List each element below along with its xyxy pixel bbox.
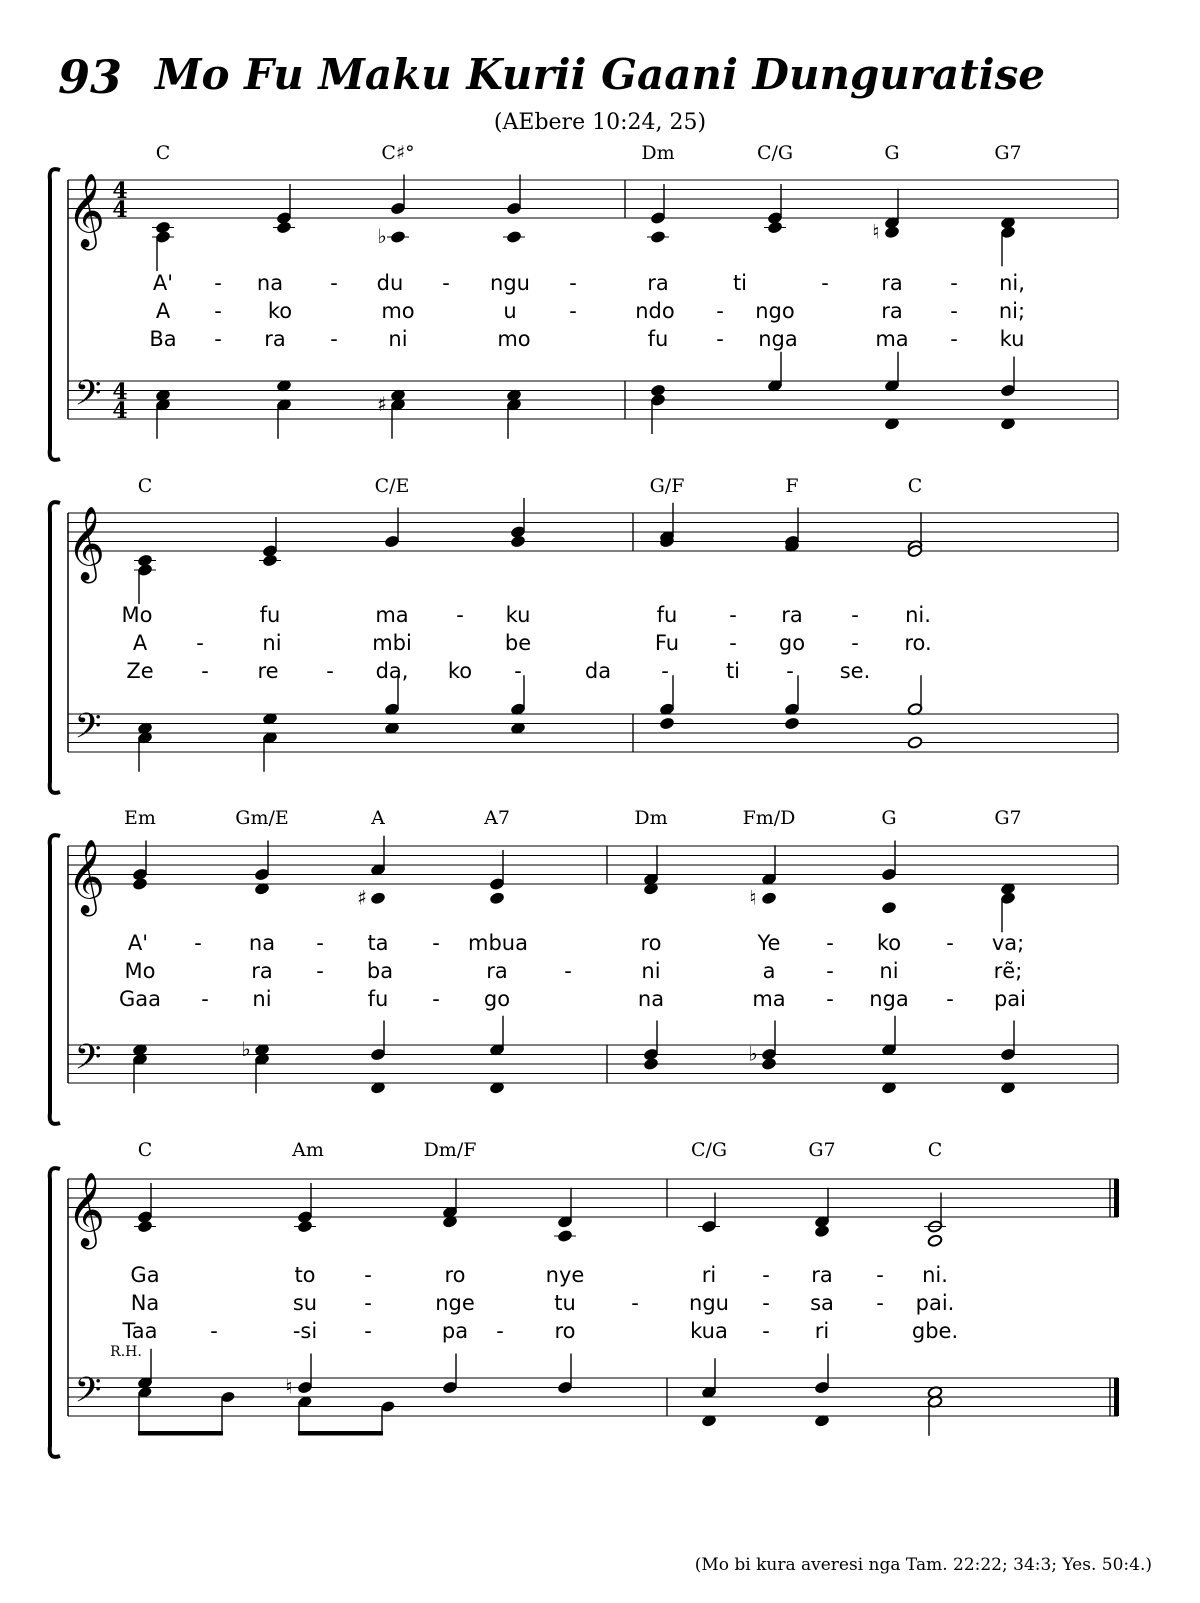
lyric-hyphen: - — [826, 959, 834, 983]
chord-symbol: Em — [124, 807, 156, 829]
notehead — [884, 226, 899, 239]
lyric-hyphen: - — [821, 271, 829, 295]
bass-note — [442, 1354, 457, 1395]
lyric-hyphen: - — [432, 987, 440, 1011]
lyric-hyphen: - — [201, 659, 209, 683]
bass-note — [907, 675, 922, 749]
lyric-syllable: ma — [875, 327, 909, 351]
notehead — [761, 1057, 776, 1070]
bass-note — [748, 1021, 776, 1071]
system-bracket — [50, 169, 60, 460]
chord-symbol: C/G — [690, 1139, 728, 1161]
notehead — [784, 717, 799, 730]
treble-note — [1000, 216, 1015, 266]
treble-note — [554, 1188, 576, 1243]
treble-note — [510, 498, 525, 548]
bass-staff — [68, 706, 1118, 755]
treble-staff — [67, 507, 1118, 584]
lyric-syllable: na — [256, 271, 284, 295]
lyric-syllable: pai — [993, 987, 1027, 1011]
chord-symbol: Dm — [641, 142, 675, 164]
time-signature-top: 4 — [112, 379, 128, 405]
treble-clef-icon: 𝄞 — [67, 840, 105, 914]
lyric-syllable: Ga — [130, 1263, 160, 1287]
treble-note — [698, 1193, 720, 1234]
bass-note — [384, 675, 399, 735]
bass-clef-icon: 𝄢 — [74, 1369, 102, 1419]
lyric-syllable: ba — [366, 959, 394, 983]
bass-clef-icon: 𝄢 — [74, 705, 102, 755]
bass-note — [767, 352, 782, 393]
lyric-syllable: ra — [264, 327, 286, 351]
accidental-icon: ♮ — [749, 885, 757, 910]
accidental-icon: ♮ — [285, 1374, 293, 1399]
bass-note — [701, 1358, 716, 1427]
lyric-syllable: ro. — [904, 631, 932, 655]
lyric-syllable: tu — [554, 1291, 576, 1315]
bass-note — [137, 722, 152, 772]
bass-staff — [68, 1037, 1118, 1086]
scripture-reference: (AEbere 10:24, 25) — [493, 110, 707, 135]
lyric-hyphen: - — [364, 1263, 372, 1287]
lyric-verse-1 — [130, 1263, 947, 1287]
chord-symbol: G — [884, 142, 900, 164]
accidental-icon: ♭ — [377, 224, 387, 248]
treble-note — [294, 1183, 316, 1233]
lyric-syllable: ra — [781, 603, 803, 627]
treble-note — [377, 175, 409, 249]
treble-note — [872, 189, 899, 244]
lyric-syllable: nga — [758, 327, 798, 351]
lyric-hyphen: - — [851, 631, 859, 655]
bass-note — [784, 675, 799, 730]
system-4 — [50, 1139, 1119, 1457]
accidental-icon: ♭ — [241, 1036, 251, 1061]
system-1 — [50, 142, 1118, 460]
lyric-verse-3 — [119, 987, 1026, 1011]
lyric-syllable: ra — [881, 299, 903, 323]
lyric-hyphen: - — [326, 659, 334, 683]
lyric-hyphen: - — [762, 1291, 770, 1315]
lyric-hyphen: - — [729, 603, 737, 627]
lyric-syllable: fu — [367, 987, 389, 1011]
lyric-syllable: nga — [869, 987, 909, 1011]
lyric-syllable: to — [294, 1263, 316, 1287]
treble-note — [259, 517, 281, 567]
system-2 — [50, 475, 1118, 793]
beam — [298, 1431, 383, 1436]
bass-note — [285, 1354, 312, 1399]
lyric-verse-2 — [125, 959, 1023, 983]
lyric-hyphen: - — [330, 327, 338, 351]
lyric-syllable: pa — [441, 1319, 469, 1343]
beam — [138, 1431, 223, 1436]
lyric-syllable: su — [292, 1291, 318, 1315]
lyric-syllable: ni — [252, 987, 272, 1011]
notehead — [814, 1225, 829, 1238]
lyric-verse-2 — [131, 1291, 955, 1315]
lyric-syllable: ni. — [905, 603, 931, 627]
lyric-hyphen: - — [716, 299, 724, 323]
notehead — [643, 1057, 658, 1070]
treble-staff — [67, 174, 1118, 251]
lyric-hyphen: - — [364, 1319, 372, 1343]
lyric-syllable: A' — [127, 931, 149, 955]
lyric-syllable: ti — [732, 271, 748, 295]
system-bracket — [50, 502, 60, 793]
lyric-hyphen: - — [569, 299, 577, 323]
lyric-syllable: rẽ; — [993, 959, 1023, 983]
treble-note — [134, 1183, 156, 1233]
beamed-eighths — [297, 1395, 395, 1435]
lyric-verse-3 — [149, 327, 1024, 351]
accidental-icon: ♭ — [748, 1041, 758, 1066]
treble-note — [134, 554, 156, 604]
lyric-hyphen: - — [569, 271, 577, 295]
lyric-hyphen: - — [950, 299, 958, 323]
treble-note — [503, 175, 525, 244]
system-bracket — [50, 835, 60, 1124]
lyric-syllable: ni — [388, 327, 408, 351]
lyric-syllable: se. — [839, 659, 871, 683]
lyric-syllable: -si — [292, 1319, 318, 1343]
lyric-hyphen: - — [950, 327, 958, 351]
footnote: (Mo bi kura averesi nga Tam. 22:22; 34:3; Yes. 50:4.) — [694, 1555, 1152, 1575]
bass-note — [927, 1386, 942, 1436]
treble-note — [814, 1188, 829, 1238]
notehead — [132, 877, 147, 890]
lyric-syllable: ku — [999, 327, 1025, 351]
lyric-syllable: ngo — [755, 299, 795, 323]
lyric-syllable: va; — [991, 931, 1025, 955]
lyric-syllable: fu — [647, 327, 669, 351]
accidental-icon: ♯ — [377, 391, 387, 416]
lyric-hyphen: - — [786, 659, 794, 683]
lyric-syllable: na — [637, 987, 665, 1011]
lyric-syllable: fu — [259, 603, 281, 627]
lyric-syllable: Gaa — [118, 987, 162, 1011]
lyric-syllable: Taa — [122, 1319, 158, 1343]
lyric-hyphen: - — [330, 271, 338, 295]
lyric-hyphen: - — [364, 1291, 372, 1315]
lyric-syllable: ro — [554, 1319, 576, 1343]
lyric-syllable: ra — [881, 271, 903, 295]
lyric-syllable: ni — [879, 959, 899, 983]
lyric-syllable: Mo — [124, 959, 156, 983]
treble-clef-icon: 𝄞 — [67, 1173, 105, 1247]
chord-symbol: G7 — [994, 142, 1022, 164]
treble-clef-icon: 𝄞 — [67, 507, 105, 581]
chord-symbol: Gm/E — [235, 807, 289, 829]
final-barline-thick — [1114, 1179, 1119, 1217]
lyric-hyphen: - — [201, 987, 209, 1011]
lyric-hyphen: - — [214, 299, 222, 323]
lyric-syllable: A — [132, 631, 148, 655]
notehead — [881, 901, 896, 914]
lyric-hyphen: - — [214, 271, 222, 295]
chord-symbol: F — [785, 475, 799, 497]
lyric-hyphen: - — [950, 271, 958, 295]
lyric-hyphen: - — [210, 1319, 218, 1343]
lyric-syllable: nye — [545, 1263, 585, 1287]
lyric-verse-1 — [122, 603, 931, 627]
lyric-syllable: Ba — [149, 327, 177, 351]
lyric-syllable: Mo — [121, 603, 153, 627]
beamed-eighths — [137, 1386, 235, 1436]
notehead — [659, 717, 674, 730]
bass-note — [155, 389, 170, 439]
chord-symbol: Dm/F — [423, 1139, 477, 1161]
treble-note — [647, 184, 669, 244]
hymn-title: Mo Fu Maku Kurii Gaani Dunguratise — [155, 50, 1045, 99]
chord-symbol: A7 — [484, 807, 510, 829]
system-3 — [50, 807, 1118, 1124]
treble-note — [1000, 882, 1015, 932]
lyric-syllable: ri — [701, 1263, 717, 1287]
lyric-syllable: kua — [690, 1319, 728, 1343]
bass-note — [262, 712, 277, 772]
lyric-syllable: go — [483, 987, 511, 1011]
lyric-syllable: ko — [267, 299, 293, 323]
treble-staff — [67, 1173, 1119, 1250]
treble-note — [273, 184, 295, 234]
lyric-syllable: Ze — [126, 659, 154, 683]
lyric-hyphen: - — [564, 959, 572, 983]
lyric-syllable: ni. — [922, 1263, 948, 1287]
chord-symbol: C — [907, 475, 923, 497]
lyric-hyphen: - — [946, 987, 954, 1011]
bass-clef-icon: 𝄢 — [74, 372, 102, 422]
lyric-syllable: ra — [647, 271, 669, 295]
treble-clef-icon: 𝄞 — [67, 174, 105, 248]
lyric-hyphen: - — [851, 603, 859, 627]
treble-note — [749, 845, 776, 909]
treble-note — [764, 184, 786, 234]
chord-symbol: G — [881, 807, 897, 829]
bass-note — [377, 389, 406, 439]
chord-symbol: G7 — [808, 1139, 836, 1161]
bass-note — [506, 389, 521, 439]
lyric-verse-1 — [153, 271, 1025, 295]
lyric-verse-1 — [128, 931, 1024, 955]
lyric-syllable: mo — [381, 299, 415, 323]
lyric-verse-2 — [156, 299, 1025, 323]
lyric-hyphen: - — [826, 931, 834, 955]
lyric-syllable: mo — [497, 327, 531, 351]
treble-note — [357, 836, 386, 910]
lyric-syllable: ni — [262, 631, 282, 655]
lyric-syllable: ngu — [490, 271, 530, 295]
chord-symbol: Am — [292, 1139, 324, 1161]
treble-note — [489, 850, 504, 905]
lyric-syllable: ndo — [635, 299, 675, 323]
lyric-syllable: da — [584, 659, 612, 683]
chord-symbol: A — [371, 807, 385, 829]
lyric-syllable: Na — [130, 1291, 160, 1315]
bass-note — [510, 675, 525, 735]
lyric-syllable: A — [155, 299, 171, 323]
lyric-syllable: be — [504, 631, 532, 655]
lyric-syllable: gbe. — [911, 1319, 959, 1343]
notehead — [510, 535, 525, 548]
bass-staff — [68, 373, 1118, 425]
lyric-hyphen: - — [496, 1319, 504, 1343]
lyric-syllable: Fu — [654, 631, 680, 655]
chord-symbol: C — [155, 142, 171, 164]
lyric-hyphen: - — [194, 931, 202, 955]
lyric-hyphen: - — [762, 1319, 770, 1343]
chord-symbol: G7 — [994, 807, 1022, 829]
treble-note — [132, 841, 147, 891]
lyric-syllable: sa — [810, 1291, 834, 1315]
bass-note — [650, 384, 665, 434]
lyric-syllable: ti — [725, 659, 741, 683]
treble-note — [924, 1193, 946, 1248]
lyric-hyphen: - — [316, 931, 324, 955]
rh-label: R.H. — [110, 1344, 142, 1360]
lyric-syllable: du — [376, 271, 404, 295]
lyric-hyphen: - — [432, 931, 440, 955]
lyric-hyphen: - — [196, 631, 204, 655]
treble-note — [254, 841, 269, 896]
notehead — [761, 892, 776, 905]
lyric-syllable: ri — [814, 1319, 830, 1343]
lyric-hyphen: - — [876, 1263, 884, 1287]
lyric-verse-3 — [121, 1319, 958, 1343]
lyric-syllable: ma — [752, 987, 786, 1011]
chord-symbol: C — [137, 475, 153, 497]
lyric-hyphen: - — [826, 987, 834, 1011]
chord-symbol: Dm — [634, 807, 668, 829]
chord-symbol: C — [927, 1139, 943, 1161]
lyric-hyphen: - — [456, 603, 464, 627]
lyric-syllable: ku — [505, 603, 531, 627]
lyric-syllable: mbi — [372, 631, 412, 655]
chord-symbol: C♯° — [381, 142, 415, 164]
lyric-syllable: ro — [444, 1263, 466, 1287]
notehead — [907, 736, 922, 749]
lyric-hyphen: - — [514, 659, 522, 683]
treble-note — [384, 508, 399, 549]
chord-symbol: C/G — [756, 142, 794, 164]
lyric-syllable: ra — [811, 1263, 833, 1287]
lyric-verse-2 — [133, 631, 932, 655]
lyric-hyphen: - — [214, 327, 222, 351]
lyric-syllable: ni, — [999, 271, 1025, 295]
treble-note — [152, 221, 174, 271]
lyric-syllable: re — [257, 659, 279, 683]
lyric-syllable: ni — [641, 959, 661, 983]
bass-clef-icon: 𝄢 — [74, 1036, 102, 1086]
notehead — [370, 892, 385, 905]
lyric-hyphen: - — [316, 959, 324, 983]
lyric-syllable: ta — [367, 931, 389, 955]
lyric-syllable: pai. — [915, 1291, 955, 1315]
lyric-hyphen: - — [661, 659, 669, 683]
lyric-syllable: ko — [876, 931, 902, 955]
time-signature-top: 4 — [112, 178, 128, 204]
lyric-hyphen: - — [631, 1291, 639, 1315]
lyric-syllable: mbua — [468, 931, 528, 955]
treble-staff — [67, 840, 1118, 917]
lyric-syllable: ra — [486, 959, 508, 983]
treble-note — [643, 845, 658, 895]
lyric-hyphen: - — [762, 1263, 770, 1287]
lyric-syllable: ni; — [998, 299, 1026, 323]
lyric-hyphen: - — [876, 1291, 884, 1315]
accidental-icon: ♯ — [357, 885, 367, 910]
lyric-syllable: nge — [435, 1291, 475, 1315]
final-barline-thick — [1114, 1378, 1119, 1416]
treble-note — [907, 512, 922, 557]
treble-note — [784, 508, 799, 553]
lyric-syllable: go — [778, 631, 806, 655]
chord-symbol: G/F — [649, 475, 685, 497]
bass-note — [557, 1354, 572, 1395]
lyric-syllable: ngu — [689, 1291, 729, 1315]
lyric-syllable: A' — [152, 271, 174, 295]
hymn-number: 93 — [58, 50, 123, 104]
treble-note — [881, 841, 896, 915]
bass-note — [132, 1043, 147, 1093]
lyric-verse-3 — [126, 659, 870, 683]
bass-note — [643, 1021, 658, 1071]
lyric-syllable: na — [248, 931, 276, 955]
lyric-syllable: ro — [640, 931, 662, 955]
treble-note — [442, 1178, 457, 1228]
lyric-syllable: fu — [656, 603, 678, 627]
lyric-syllable: da, — [375, 659, 409, 683]
accidental-icon: ♮ — [872, 219, 880, 244]
chord-symbol: C — [137, 1139, 153, 1161]
notehead — [927, 1234, 942, 1247]
lyric-hyphen: - — [729, 631, 737, 655]
lyric-hyphen: - — [946, 931, 954, 955]
lyric-syllable: ma — [375, 603, 409, 627]
treble-note — [659, 503, 674, 548]
bass-note — [659, 675, 674, 730]
notehead — [489, 892, 504, 905]
lyric-syllable: Ye — [757, 931, 781, 955]
chord-symbol: C/E — [374, 475, 410, 497]
lyric-syllable: u — [503, 299, 517, 323]
lyric-syllable: ra — [251, 959, 273, 983]
bass-note — [276, 379, 291, 439]
time-signature-bottom: 4 — [112, 398, 128, 424]
lyric-hyphen: - — [442, 271, 450, 295]
system-bracket — [50, 1168, 60, 1457]
lyric-syllable: ko — [447, 659, 473, 683]
lyric-hyphen: - — [716, 327, 724, 351]
time-signature-bottom: 4 — [112, 197, 128, 223]
lyric-syllable: a — [762, 959, 776, 983]
chord-symbol: Fm/D — [742, 807, 796, 829]
